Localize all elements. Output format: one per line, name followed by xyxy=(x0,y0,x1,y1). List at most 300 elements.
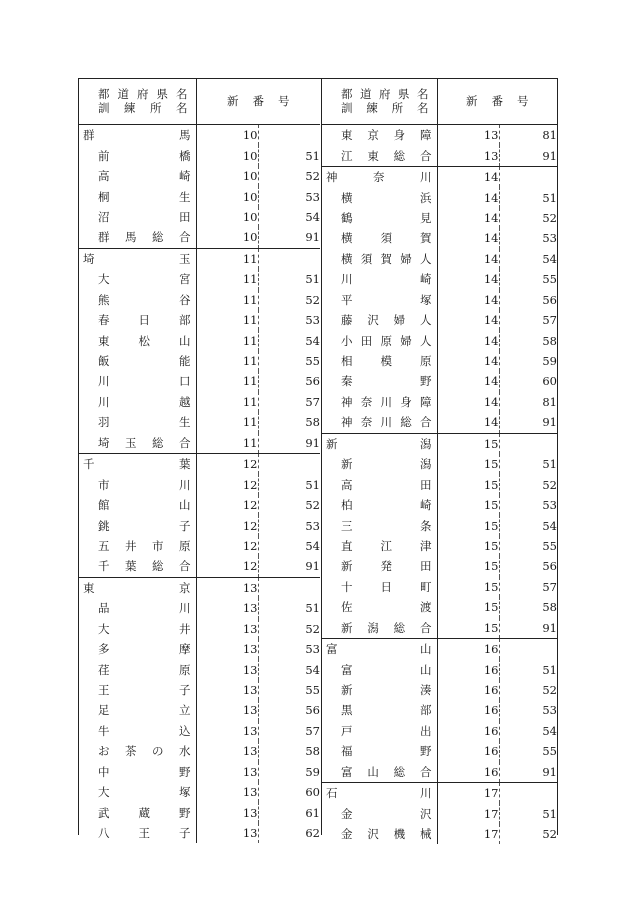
prefecture-code-cell: 14 xyxy=(437,208,499,228)
facility-name: 高田 xyxy=(341,477,432,492)
prefecture-name-cell xyxy=(78,454,196,475)
facility-name-cell xyxy=(78,392,196,412)
header-code-cell xyxy=(437,78,557,125)
facility-code-cell: 81 xyxy=(542,128,557,143)
facility-name-cell xyxy=(78,515,196,535)
facility-code-cell: 51 xyxy=(305,148,320,163)
facility-name-cell xyxy=(78,474,196,494)
facility-name: 黒部 xyxy=(341,703,432,718)
prefecture-code-cell: 16 xyxy=(437,762,499,783)
prefecture-code-cell: 15 xyxy=(437,556,499,576)
facility-name: お茶の水 xyxy=(98,744,191,759)
facility-code-cell: 51 xyxy=(542,806,557,821)
facility-code-cell: 53 xyxy=(305,189,320,204)
facility-name: 江東総合 xyxy=(341,148,432,163)
table-row xyxy=(78,412,320,432)
prefecture-code-cell: 14 xyxy=(437,330,499,350)
facility-name: 小田原婦人 xyxy=(341,333,432,348)
facility-name-cell xyxy=(78,412,196,432)
facility-name-cell xyxy=(321,187,437,207)
facility-name: 羽生 xyxy=(98,415,191,430)
prefecture-code-cell: 15 xyxy=(437,536,499,556)
facility-code-cell: 61 xyxy=(305,805,320,820)
facility-name-cell xyxy=(78,207,196,227)
facility-code-cell: 91 xyxy=(542,415,557,430)
facility-code-cell: 57 xyxy=(542,313,557,328)
prefecture-code-cell: 11 xyxy=(196,310,258,330)
header-code-label: 新番号 xyxy=(466,94,543,108)
table-row xyxy=(78,290,320,310)
facility-name: 横須賀 xyxy=(341,231,432,246)
prefecture-code-cell: 16 xyxy=(437,700,499,720)
facility-name-cell xyxy=(321,515,437,535)
prefecture-code-cell: 12 xyxy=(196,536,258,556)
table-row xyxy=(321,392,557,412)
facility-name-cell xyxy=(321,474,437,494)
table-row xyxy=(321,597,557,617)
prefecture-code-cell: 13 xyxy=(196,762,258,782)
facility-name: 富山 xyxy=(341,662,432,677)
prefecture-code-cell: 11 xyxy=(196,269,258,289)
prefecture-code-cell: 13 xyxy=(196,823,258,843)
left-table-body xyxy=(78,125,320,844)
facility-code-cell: 54 xyxy=(542,518,557,533)
table-row xyxy=(78,823,320,843)
facility-name: 飯能 xyxy=(98,354,191,369)
facility-name-cell xyxy=(321,310,437,330)
prefecture-code-cell: 14 xyxy=(437,290,499,310)
facility-name: 川越 xyxy=(98,394,191,409)
facility-name-cell xyxy=(78,166,196,186)
prefecture-code-cell: 13 xyxy=(196,577,258,598)
prefecture-name: 千葉 xyxy=(83,457,191,472)
facility-name-cell xyxy=(321,721,437,741)
facility-name: 館山 xyxy=(98,498,191,513)
facility-name-cell xyxy=(78,269,196,289)
table-header-row xyxy=(78,78,320,125)
table-row xyxy=(78,474,320,494)
facility-code-cell: 55 xyxy=(542,272,557,287)
prefecture-code-cell: 14 xyxy=(437,228,499,248)
facility-code-cell: 57 xyxy=(305,394,320,409)
prefecture-name: 群馬 xyxy=(83,128,191,143)
facility-name: 王子 xyxy=(98,683,191,698)
facility-code-cell: 54 xyxy=(305,538,320,553)
facility-code-cell: 59 xyxy=(542,354,557,369)
facility-name: 五井市原 xyxy=(98,538,191,553)
facility-name-cell xyxy=(321,680,437,700)
left-table xyxy=(78,78,320,843)
facility-name-cell xyxy=(321,597,437,617)
prefecture-code-cell: 11 xyxy=(196,433,258,454)
facility-name: 平塚 xyxy=(341,292,432,307)
facility-name: 牛込 xyxy=(98,723,191,738)
facility-name-cell xyxy=(321,330,437,350)
facility-code-cell: 53 xyxy=(542,498,557,513)
prefecture-code-cell: 11 xyxy=(196,371,258,391)
facility-name: 藤沢婦人 xyxy=(341,313,432,328)
table-row xyxy=(78,351,320,371)
facility-name-cell xyxy=(321,371,437,391)
prefecture-name: 神奈川 xyxy=(326,170,432,185)
prefecture-code-cell: 10 xyxy=(196,227,258,248)
left-table-half xyxy=(78,78,320,843)
prefecture-code-cell: 15 xyxy=(437,597,499,617)
prefecture-code-cell: 13 xyxy=(196,721,258,741)
facility-name: 群馬総合 xyxy=(98,230,191,245)
facility-code-cell: 51 xyxy=(305,272,320,287)
prefecture-name-cell xyxy=(321,433,437,454)
facility-name-cell xyxy=(78,823,196,843)
prefecture-code-cell: 12 xyxy=(196,474,258,494)
facility-code-cell: 53 xyxy=(305,518,320,533)
table-row xyxy=(321,454,557,474)
right-table-half xyxy=(321,78,557,844)
prefecture-code-cell: 13 xyxy=(196,700,258,720)
table-row xyxy=(78,802,320,822)
facility-code-cell xyxy=(258,454,320,475)
facility-code-cell xyxy=(499,433,557,454)
facility-code-cell: 55 xyxy=(305,683,320,698)
prefecture-code-cell: 16 xyxy=(437,741,499,761)
facility-name-cell xyxy=(78,433,196,454)
table-row xyxy=(78,762,320,782)
prefecture-code-cell: 13 xyxy=(196,741,258,761)
prefecture-code-cell: 12 xyxy=(196,556,258,577)
prefecture-code-cell: 10 xyxy=(196,207,258,227)
prefecture-name: 石川 xyxy=(326,786,432,801)
facility-name: 十日町 xyxy=(341,579,432,594)
prefecture-code-cell: 13 xyxy=(196,639,258,659)
facility-name-cell xyxy=(78,782,196,802)
prefecture-code-cell: 14 xyxy=(437,392,499,412)
table-row xyxy=(321,412,557,433)
prefecture-code-cell: 15 xyxy=(437,495,499,515)
prefecture-code-cell: 11 xyxy=(196,248,258,269)
prefecture-code-cell: 13 xyxy=(196,802,258,822)
table-row xyxy=(321,741,557,761)
table-row xyxy=(321,145,557,166)
prefecture-code-cell: 17 xyxy=(437,783,499,804)
facility-name-cell xyxy=(321,412,437,433)
facility-name: 福野 xyxy=(341,744,432,759)
prefecture-code-cell: 14 xyxy=(437,249,499,269)
facility-name: 神奈川総合 xyxy=(341,415,432,430)
facility-name: 神奈川身障 xyxy=(341,394,432,409)
table-row xyxy=(78,145,320,165)
table-row xyxy=(78,330,320,350)
table-row xyxy=(78,556,320,577)
table-row xyxy=(321,351,557,371)
facility-name-cell xyxy=(78,330,196,350)
table-row xyxy=(78,536,320,556)
facility-name: 秦野 xyxy=(341,374,432,389)
prefecture-name-cell xyxy=(78,125,196,146)
facility-name-cell xyxy=(321,290,437,310)
facility-name: 川崎 xyxy=(341,272,432,287)
table-row xyxy=(321,125,557,146)
table-row xyxy=(321,187,557,207)
prefecture-code-cell: 15 xyxy=(437,618,499,639)
facility-name: 武蔵野 xyxy=(98,805,191,820)
prefecture-name: 新潟 xyxy=(326,436,432,451)
table-row xyxy=(78,392,320,412)
table-row xyxy=(78,680,320,700)
facility-code-cell: 57 xyxy=(305,723,320,738)
facility-code-cell: 58 xyxy=(542,333,557,348)
facility-name: 足立 xyxy=(98,703,191,718)
facility-code-cell xyxy=(258,577,320,598)
facility-name: 三条 xyxy=(341,518,432,533)
prefecture-code-cell: 15 xyxy=(437,515,499,535)
prefecture-code-cell: 14 xyxy=(437,371,499,391)
prefecture-code-cell: 15 xyxy=(437,577,499,597)
table-row xyxy=(321,762,557,783)
table-row xyxy=(321,803,557,823)
facility-name-cell xyxy=(78,227,196,248)
table-row xyxy=(321,166,557,187)
facility-name-cell xyxy=(321,577,437,597)
facility-code-cell: 54 xyxy=(542,723,557,738)
right-table-body xyxy=(321,125,557,845)
table-row xyxy=(321,536,557,556)
facility-name-cell xyxy=(78,639,196,659)
right-table xyxy=(321,78,557,844)
prefecture-name: 埼玉 xyxy=(83,251,191,266)
prefecture-code-cell: 12 xyxy=(196,515,258,535)
table-row xyxy=(321,249,557,269)
prefecture-code-cell: 13 xyxy=(196,619,258,639)
facility-code-cell: 52 xyxy=(542,827,557,842)
facility-code-cell: 81 xyxy=(542,394,557,409)
facility-code-cell: 58 xyxy=(542,600,557,615)
prefecture-name: 富山 xyxy=(326,642,432,657)
facility-code-cell: 56 xyxy=(305,703,320,718)
facility-name: 春日部 xyxy=(98,313,191,328)
facility-code-cell xyxy=(499,166,557,187)
facility-name-cell xyxy=(321,741,437,761)
facility-code-cell xyxy=(258,125,320,146)
table-row xyxy=(78,207,320,227)
facility-name: 富山総合 xyxy=(341,764,432,779)
table-row xyxy=(321,433,557,454)
prefecture-code-cell: 10 xyxy=(196,145,258,165)
prefecture-name-cell xyxy=(321,783,437,804)
facility-name-cell xyxy=(78,495,196,515)
table-row xyxy=(78,186,320,206)
facility-code-cell: 51 xyxy=(542,662,557,677)
facility-code-cell: 91 xyxy=(305,230,320,245)
table-row xyxy=(78,515,320,535)
facility-name: 戸出 xyxy=(341,723,432,738)
facility-name: 埼玉総合 xyxy=(98,435,191,450)
facility-name-cell xyxy=(78,802,196,822)
table-row xyxy=(78,782,320,802)
table-row xyxy=(321,721,557,741)
facility-name-cell xyxy=(321,228,437,248)
prefecture-code-cell: 13 xyxy=(437,145,499,166)
table-row xyxy=(321,700,557,720)
prefecture-code-cell: 14 xyxy=(437,166,499,187)
facility-name-cell xyxy=(78,762,196,782)
table-row xyxy=(78,721,320,741)
facility-code-cell: 54 xyxy=(305,662,320,677)
table-row xyxy=(321,618,557,639)
prefecture-name-cell xyxy=(78,577,196,598)
facility-name: 八王子 xyxy=(98,826,191,841)
facility-code-cell: 53 xyxy=(305,642,320,657)
table-row xyxy=(321,659,557,679)
facility-code-cell: 54 xyxy=(542,251,557,266)
prefecture-code-cell: 17 xyxy=(437,803,499,823)
facility-code-cell: 53 xyxy=(542,703,557,718)
facility-code-cell: 91 xyxy=(305,435,320,450)
facility-code-cell: 52 xyxy=(542,683,557,698)
facility-name: 横須賀婦人 xyxy=(341,251,432,266)
facility-code-cell: 55 xyxy=(542,744,557,759)
facility-code-cell: 55 xyxy=(305,354,320,369)
facility-name-cell xyxy=(78,659,196,679)
prefecture-code-cell: 16 xyxy=(437,638,499,659)
facility-name-cell xyxy=(321,392,437,412)
facility-code-cell: 62 xyxy=(305,826,320,841)
facility-code-cell: 56 xyxy=(305,374,320,389)
facility-code-cell: 53 xyxy=(305,313,320,328)
facility-name-cell xyxy=(78,351,196,371)
prefecture-name-cell xyxy=(78,248,196,269)
facility-name: 大塚 xyxy=(98,785,191,800)
facility-name: 大井 xyxy=(98,621,191,636)
prefecture-code-cell: 15 xyxy=(437,474,499,494)
facility-name: 中野 xyxy=(98,764,191,779)
facility-name: 金沢 xyxy=(341,806,432,821)
facility-name-cell xyxy=(78,680,196,700)
prefecture-code-cell: 10 xyxy=(196,125,258,146)
header-name-line2: 訓練所名 xyxy=(341,101,429,115)
prefecture-code-cell: 13 xyxy=(196,782,258,802)
facility-name: 相模原 xyxy=(341,354,432,369)
facility-code-cell: 52 xyxy=(305,292,320,307)
facility-name: 新発田 xyxy=(341,559,432,574)
facility-name: 高崎 xyxy=(98,169,191,184)
facility-name-cell xyxy=(321,536,437,556)
prefecture-code-cell: 14 xyxy=(437,187,499,207)
prefecture-code-cell: 11 xyxy=(196,351,258,371)
table-row xyxy=(78,371,320,391)
facility-code-cell: 51 xyxy=(305,601,320,616)
facility-name: 東松山 xyxy=(98,333,191,348)
facility-name: 銚子 xyxy=(98,518,191,533)
facility-name-cell xyxy=(78,290,196,310)
header-code-label: 新番号 xyxy=(227,94,304,108)
facility-name: 新潟総合 xyxy=(341,620,432,635)
facility-name: 佐渡 xyxy=(341,600,432,615)
facility-name: 前橋 xyxy=(98,148,191,163)
table-row xyxy=(321,680,557,700)
prefecture-code-cell: 11 xyxy=(196,392,258,412)
prefecture-code-cell: 15 xyxy=(437,433,499,454)
facility-name-cell xyxy=(78,741,196,761)
prefecture-code-cell: 13 xyxy=(196,598,258,618)
facility-code-cell: 57 xyxy=(542,579,557,594)
facility-code-cell: 60 xyxy=(542,374,557,389)
table-row xyxy=(321,208,557,228)
facility-name: 新湊 xyxy=(341,683,432,698)
table-row xyxy=(78,577,320,598)
facility-code-cell: 52 xyxy=(305,169,320,184)
header-name-line1: 都道府県名 xyxy=(341,87,429,101)
table-row xyxy=(78,166,320,186)
facility-name-cell xyxy=(78,619,196,639)
table-row xyxy=(321,495,557,515)
facility-name: 東京身障 xyxy=(341,128,432,143)
table-header-row xyxy=(321,78,557,125)
facility-name: 荏原 xyxy=(98,662,191,677)
facility-code-cell: 52 xyxy=(542,210,557,225)
prefecture-code-cell: 11 xyxy=(196,330,258,350)
table-row xyxy=(78,310,320,330)
facility-name-cell xyxy=(78,721,196,741)
facility-name-cell xyxy=(78,556,196,577)
facility-name: 直江津 xyxy=(341,538,432,553)
prefecture-code-cell: 14 xyxy=(437,351,499,371)
facility-name-cell xyxy=(321,208,437,228)
facility-code-cell: 91 xyxy=(542,764,557,779)
facility-code-cell xyxy=(258,248,320,269)
prefecture-code-cell: 11 xyxy=(196,290,258,310)
facility-code-cell: 51 xyxy=(542,457,557,472)
table-row xyxy=(321,371,557,391)
prefecture-code-cell: 16 xyxy=(437,659,499,679)
facility-code-cell: 60 xyxy=(305,785,320,800)
prefecture-code-cell: 12 xyxy=(196,454,258,475)
table-row xyxy=(78,741,320,761)
facility-name-cell xyxy=(321,803,437,823)
table-row xyxy=(78,639,320,659)
facility-name-cell xyxy=(321,495,437,515)
facility-name-cell xyxy=(321,618,437,639)
table-row xyxy=(321,783,557,804)
table-row xyxy=(321,577,557,597)
facility-code-cell: 55 xyxy=(542,538,557,553)
facility-name-cell xyxy=(321,351,437,371)
facility-name: 沼田 xyxy=(98,209,191,224)
facility-code-cell: 52 xyxy=(305,498,320,513)
facility-name-cell xyxy=(321,659,437,679)
prefecture-code-cell: 10 xyxy=(196,186,258,206)
table-row xyxy=(78,700,320,720)
table-row xyxy=(78,227,320,248)
table-row xyxy=(321,638,557,659)
prefecture-code-cell: 13 xyxy=(196,659,258,679)
facility-name: 柏崎 xyxy=(341,498,432,513)
prefecture-name-cell xyxy=(321,638,437,659)
facility-code-cell xyxy=(499,638,557,659)
facility-name: 横浜 xyxy=(341,190,432,205)
table-row xyxy=(78,125,320,146)
facility-name-cell xyxy=(321,700,437,720)
header-name-cell xyxy=(321,78,437,125)
facility-code-cell: 58 xyxy=(305,744,320,759)
table-row xyxy=(78,495,320,515)
facility-name-cell xyxy=(321,145,437,166)
prefecture-code-cell: 10 xyxy=(196,166,258,186)
facility-code-cell: 53 xyxy=(542,231,557,246)
table-row xyxy=(321,330,557,350)
prefecture-name: 東京 xyxy=(83,580,191,595)
table-row xyxy=(78,269,320,289)
prefecture-code-cell: 14 xyxy=(437,310,499,330)
